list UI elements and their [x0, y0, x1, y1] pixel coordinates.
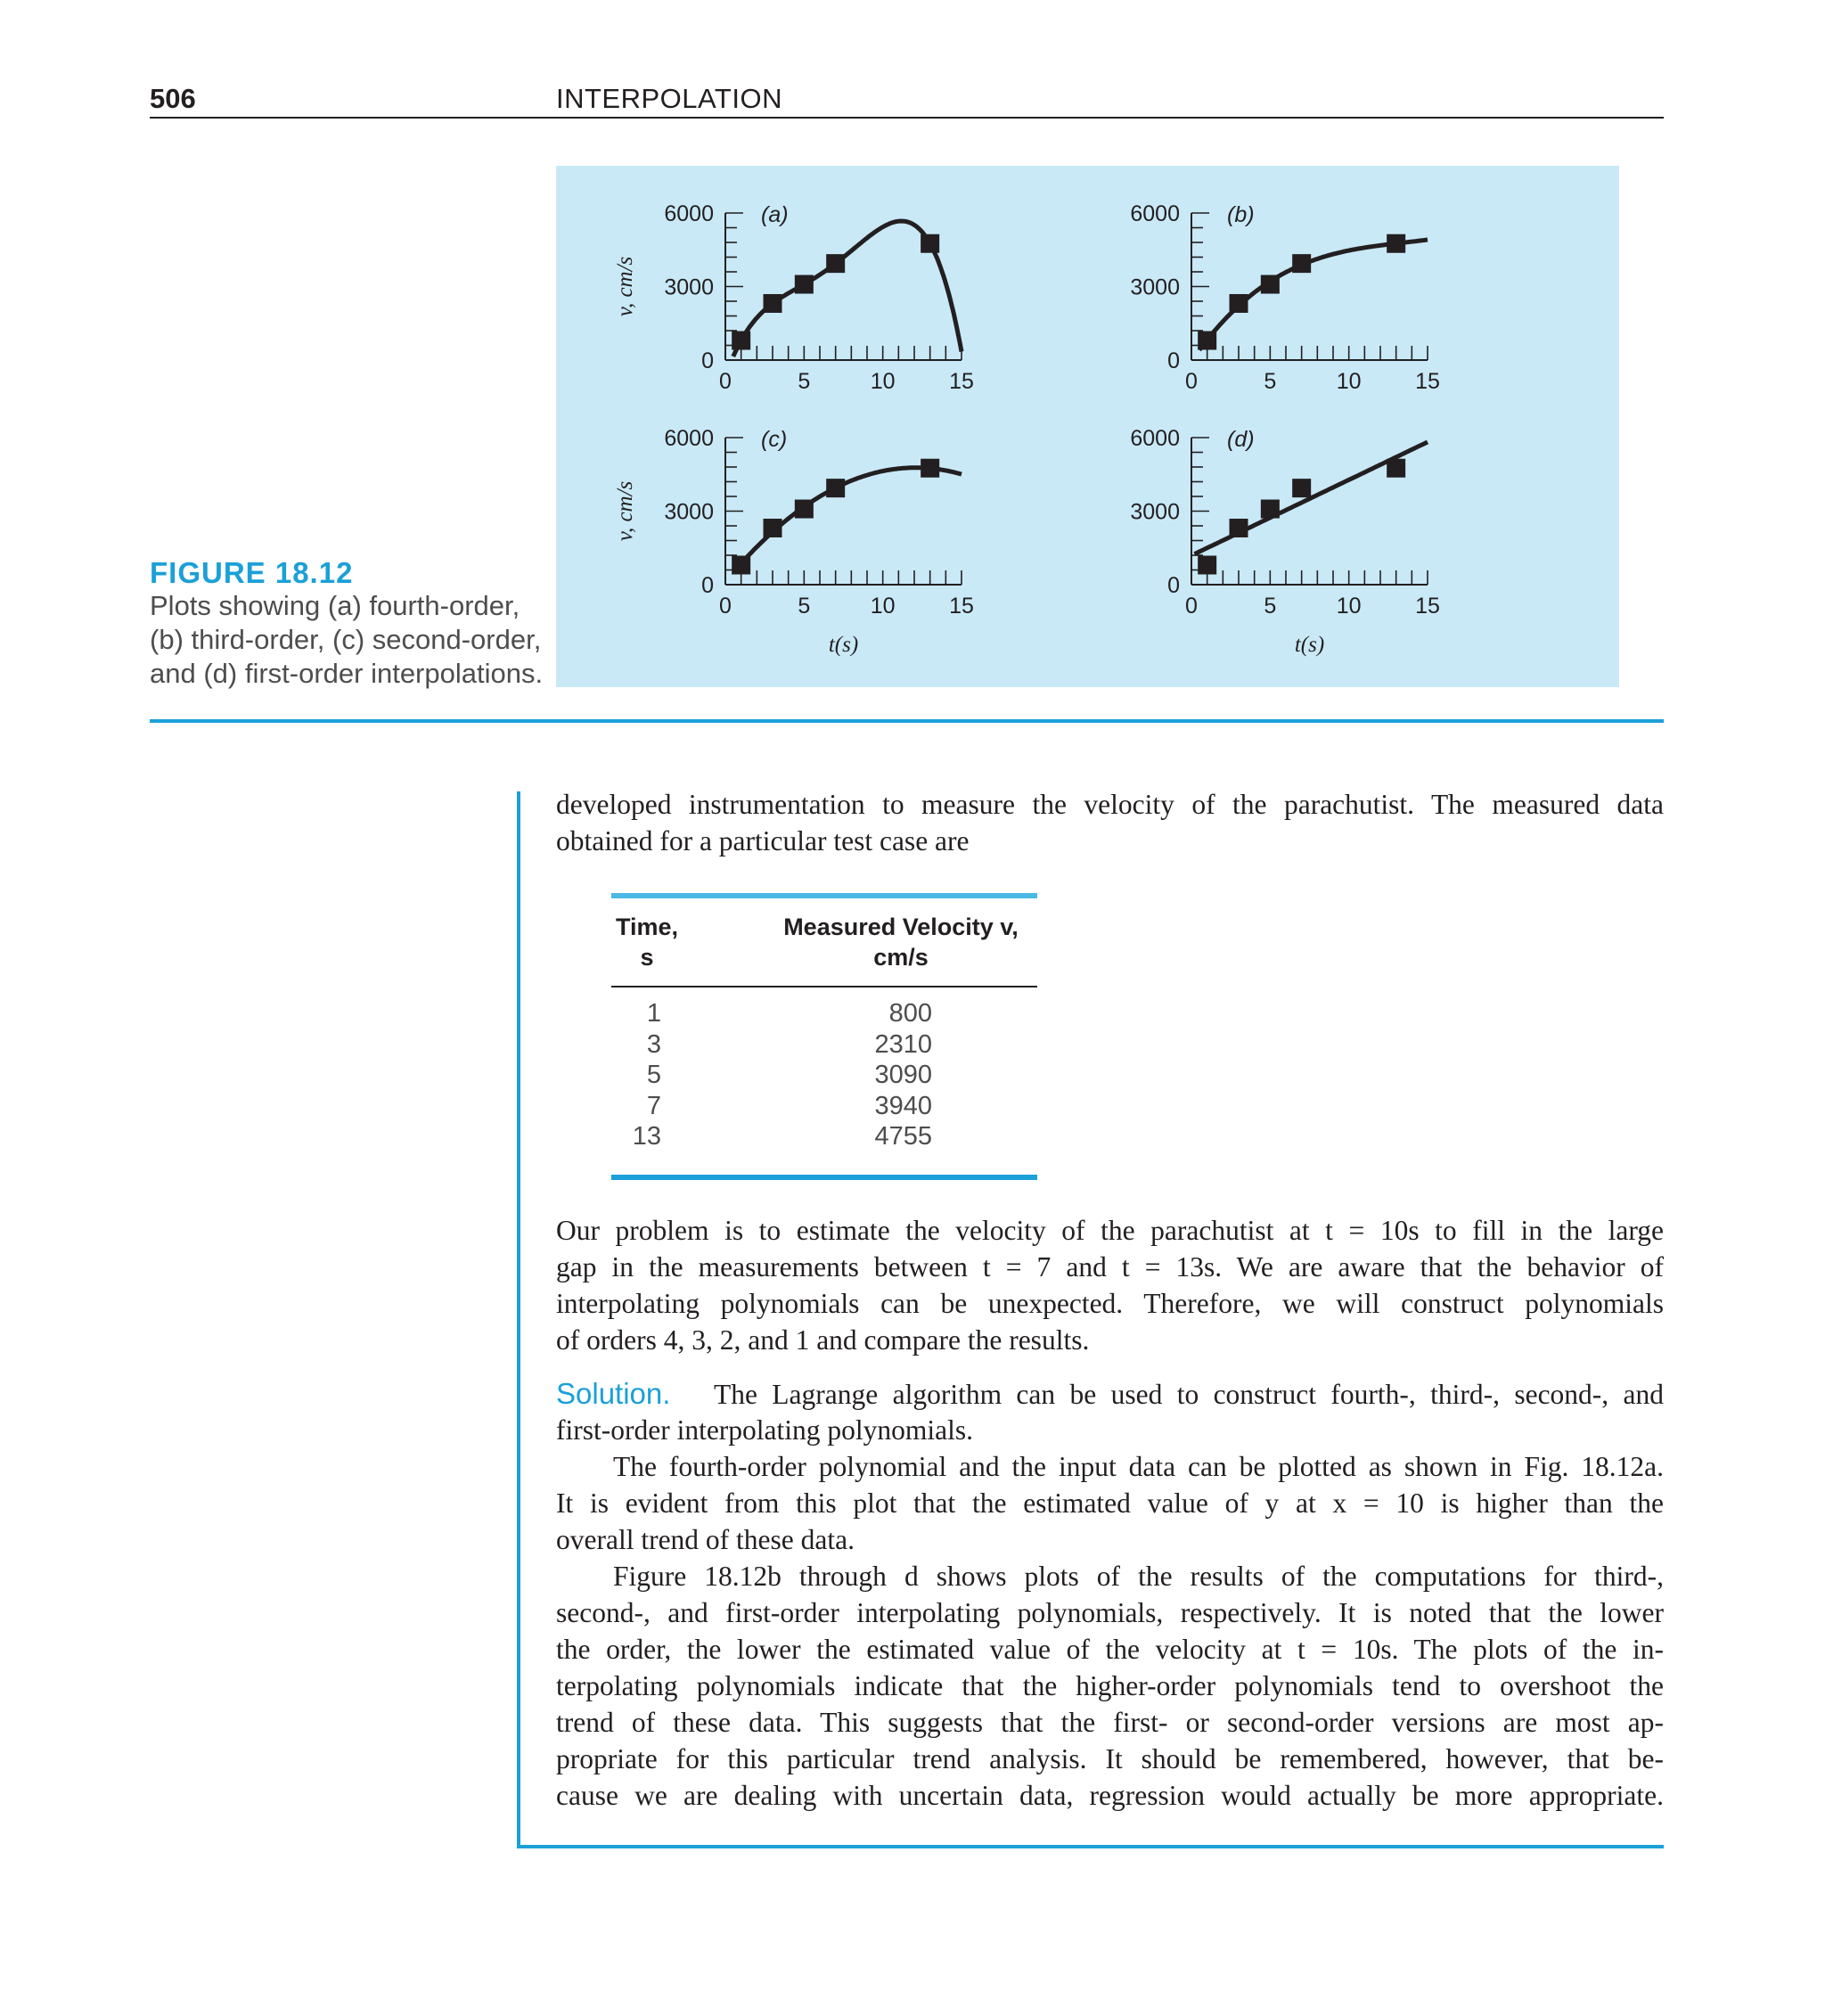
table-column-time — [624, 998, 661, 1152]
y-tick-label: 6000 — [1130, 426, 1180, 451]
table-bottom-rule — [611, 1175, 1037, 1180]
table-cell: 2310 — [874, 1029, 932, 1059]
table-cell: 3 — [646, 1029, 661, 1059]
table-cell: 13 — [632, 1122, 661, 1151]
body-text-line: trend of these data. This suggests that the first- or second-order versions are most ap- — [556, 1707, 1664, 1738]
figure-caption-line: Plots showing (a) fourth-order, — [150, 590, 520, 621]
body-text-line: overall trend of these data. — [556, 1524, 855, 1555]
panel-label: (a) — [761, 202, 789, 227]
data-point — [921, 234, 939, 253]
body-text-line: gap in the measurements between t = 7 and t = 13s. We are aware that the behavior of — [556, 1251, 1664, 1283]
figure-18-12-plots — [556, 166, 1619, 687]
y-tick-label: 6000 — [664, 201, 714, 226]
body-text-line: second-, and first-order interpolating polynomials, respectively. It is noted that the lower — [556, 1597, 1664, 1628]
panel-label: (d) — [1227, 427, 1255, 452]
body-text-line: of orders 4, 3, 2, and 1 and compare the results. — [556, 1324, 1090, 1356]
data-point — [1261, 275, 1280, 294]
table-cell: 3940 — [874, 1091, 932, 1120]
y-tick-label: 0 — [701, 348, 714, 373]
table-cell: 800 — [888, 999, 932, 1028]
solution-first-line — [556, 1375, 1664, 1413]
body-text-line: terpolating polynomials indicate that the higher-order polynomials tend to overshoot the — [556, 1670, 1664, 1701]
running-head: INTERPOLATION — [556, 83, 782, 114]
body-text-line: interpolating polynomials can be unexpected. Therefore, we will construct polynomials — [556, 1288, 1664, 1319]
panel-label: (b) — [1227, 202, 1255, 227]
x-tick-label: 10 — [1336, 594, 1362, 619]
header-rule — [150, 117, 1664, 119]
body-text-line: The fourth-order polynomial and the input data can be plotted as shown in Fig. 18.12a. — [613, 1451, 1664, 1482]
table-cell: 3090 — [874, 1061, 932, 1089]
data-point — [1292, 254, 1311, 273]
x-tick-label: 5 — [1264, 594, 1277, 619]
body-text-line: It is evident from this plot that the estimated value of y at x = 10 is higher than the — [556, 1487, 1664, 1519]
y-tick-label: 6000 — [664, 426, 714, 451]
data-point — [1292, 479, 1311, 497]
table-column-velocity — [838, 998, 932, 1152]
x-tick-label: 10 — [870, 369, 896, 394]
table-header-line: cm/s — [873, 944, 929, 971]
body-text-line: first-order interpolating polynomials. — [556, 1414, 974, 1446]
table-header-line: s — [640, 944, 654, 971]
data-point — [732, 556, 750, 575]
data-point — [795, 500, 814, 519]
table-header-time — [611, 912, 683, 972]
y-tick-label: 6000 — [1130, 201, 1180, 226]
example-bottom-rule — [517, 1845, 1664, 1848]
table-cell: 1 — [646, 999, 661, 1028]
x-tick-label: 5 — [1264, 369, 1277, 394]
x-tick-label: 10 — [870, 594, 896, 619]
table-header-velocity — [763, 912, 1039, 972]
table-cell: 5 — [646, 1061, 661, 1089]
body-text-line: cause we are dealing with uncertain data, regression would actually be more appropriate. — [556, 1780, 1664, 1811]
y-tick-label: 0 — [1167, 348, 1180, 373]
figure-title: FIGURE 18.12 — [150, 556, 354, 589]
body-text-line: propriate for this particular trend analysis. It should be remembered, however, that be- — [556, 1743, 1664, 1774]
x-tick-label: 0 — [719, 594, 732, 619]
data-point — [1230, 519, 1248, 537]
x-tick-label: 10 — [1336, 369, 1362, 394]
data-point — [1387, 459, 1405, 478]
data-point — [1230, 294, 1248, 313]
x-tick-label: 5 — [798, 594, 811, 619]
y-tick-label: 0 — [1167, 573, 1180, 598]
table-header-line: Measured Velocity v, — [783, 914, 1019, 940]
x-axis-label: t(s) — [1294, 633, 1325, 657]
body-text-line: obtained for a particular test case are — [556, 825, 970, 856]
data-point — [921, 459, 939, 478]
data-point — [1198, 332, 1216, 350]
table-header-rule — [611, 986, 1037, 988]
data-point — [764, 519, 782, 537]
x-tick-label: 15 — [1415, 594, 1440, 619]
data-point — [732, 332, 750, 350]
panel-label: (c) — [761, 427, 788, 452]
x-tick-label: 15 — [1415, 369, 1440, 394]
x-tick-label: 15 — [949, 594, 974, 619]
y-tick-label: 0 — [701, 573, 714, 598]
x-tick-label: 15 — [949, 369, 974, 394]
y-axis-label: v, cm/s — [613, 256, 637, 317]
body-text-line: Figure 18.12b through d shows plots of the results of the computations for third-, — [613, 1561, 1664, 1592]
figure-caption-line: and (d) first-order interpolations. — [150, 658, 544, 689]
table-top-rule — [611, 893, 1037, 898]
y-tick-label: 3000 — [664, 499, 714, 525]
data-point — [1387, 234, 1405, 253]
x-axis-label: t(s) — [828, 633, 859, 657]
data-point — [795, 275, 814, 294]
body-text-line: Our problem is to estimate the velocity of the parachutist at t = 10s to fill in the large — [556, 1215, 1664, 1246]
example-left-rule — [517, 791, 520, 1848]
table-header-line: Time, — [615, 914, 679, 940]
page-number: 506 — [150, 83, 196, 114]
figure-bottom-rule — [150, 719, 1664, 723]
table-cell: 4755 — [874, 1122, 932, 1151]
table-cell: 7 — [646, 1091, 661, 1120]
data-point — [764, 294, 782, 313]
x-tick-label: 0 — [1185, 369, 1198, 394]
data-point — [1198, 556, 1216, 575]
y-tick-label: 3000 — [1130, 499, 1180, 525]
y-tick-label: 3000 — [664, 275, 714, 300]
body-text-line: the order, the lower the estimated value of the velocity at t = 10s. The plots of the in- — [556, 1634, 1664, 1665]
body-text-line: developed instrumentation to measure the velocity of the parachutist. The measured data — [556, 789, 1664, 820]
solution-label: Solution. — [556, 1377, 671, 1410]
x-tick-label: 0 — [1185, 594, 1198, 619]
x-tick-label: 5 — [798, 369, 811, 394]
solution-text: The Lagrange algorithm can be used to construct fourth-, third-, second-, and — [713, 1379, 1665, 1410]
data-point — [826, 479, 845, 497]
data-point — [1261, 500, 1280, 519]
y-axis-label: v, cm/s — [613, 480, 637, 542]
data-point — [826, 254, 845, 273]
x-tick-label: 0 — [719, 369, 732, 394]
figure-caption-line: (b) third-order, (c) second-order, — [150, 624, 542, 655]
y-tick-label: 3000 — [1130, 275, 1180, 300]
